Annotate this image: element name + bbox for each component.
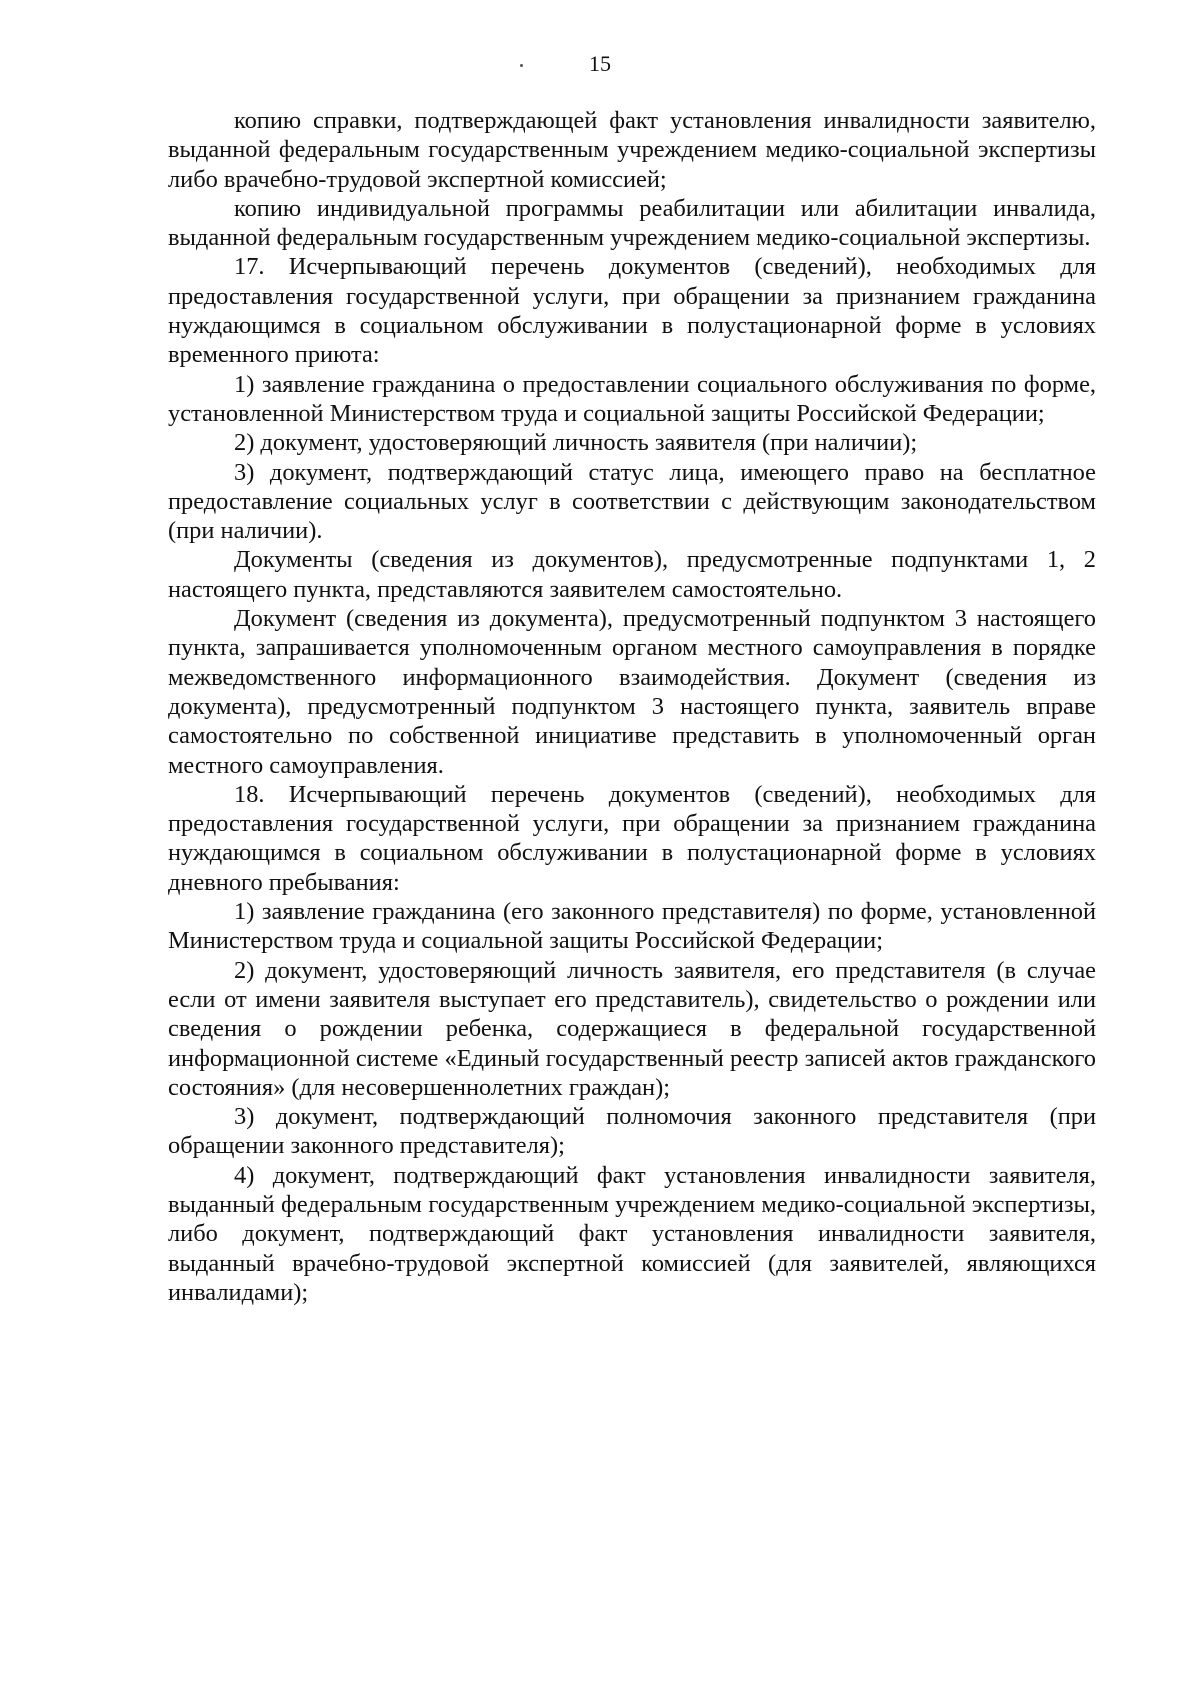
paragraph-17-subitem-1: 1) заявление гражданина о предоставлении социального обслуживания по форме, установленной Министерством труда и социальной защиты Российской Федерации; xyxy=(168,370,1096,427)
paragraph-17-document-requested: Документ (сведения из документа), предусмотренный подпунктом 3 настоящего пункта, запрашивается уполномоченным органом местного самоуправления в порядке межведомственного информационного взаимодействия. Документ (сведения из документа), предусмотренный подпунктом 3 настоящего пункта, заявитель вправе самостоятельно по собственной инициативе представить в уполномоченный орган местного самоуправления. xyxy=(168,605,1096,779)
paragraph-18-subitem-2: 2) документ, удостоверяющий личность заявителя, его представителя (в случае если от имени заявителя выступает его представитель), свидетельство о рождении или сведения о рождении ребенка, содержащиеся в федеральной государственной информационной системе «Единый государственный реестр записей актов гражданского состояния» (для несовершеннолетних граждан); xyxy=(168,956,1096,1101)
paragraph-18-subitem-4: 4) документ, подтверждающий факт установления инвалидности заявителя, выданный федеральным государственным учреждением медико-социальной экспертизы, либо документ, подтверждающий факт установления инвалидности заявителя, выданный врачебно-трудовой экспертной комиссией (для заявителей, являющихся инвалидами); xyxy=(168,1161,1096,1306)
paragraph-17-subitem-3: 3) документ, подтверждающий статус лица, имеющего право на бесплатное предоставление социальных услуг в соответствии с действующим законодательством (при наличии). xyxy=(168,458,1096,545)
paragraph-item-17: 17. Исчерпывающий перечень документов (сведений), необходимых для предоставления государственной услуги, при обращении за признанием гражданина нуждающимся в социальном обслуживании в полустационарной форме в условиях временного приюта: xyxy=(168,253,1096,369)
paragraph-18-subitem-1: 1) заявление гражданина (его законного представителя) по форме, установленной Министерством труда и социальной защиты Российской Федерации; xyxy=(168,898,1096,955)
paragraph-rehabilitation-program: копию индивидуальной программы реабилитации или абилитации инвалида, выданной федеральным государственным учреждением медико-социальной экспертизы. xyxy=(168,194,1096,252)
paragraph-item-18: 18. Исчерпывающий перечень документов (сведений), необходимых для предоставления государственной услуги, при обращении за признанием гражданина нуждающимся в социальном обслуживании в полустационарной форме в условиях дневного пребывания: xyxy=(168,780,1096,896)
page-number: 15 xyxy=(589,51,611,76)
paragraph-17-documents-self: Документы (сведения из документов), предусмотренные подпунктами 1, 2 настоящего пункта, представляются заявителем самостоятельно. xyxy=(168,546,1096,603)
paragraph-18-subitem-3: 3) документ, подтверждающий полномочия законного представителя (при обращении законного представителя); xyxy=(168,1103,1096,1160)
paragraph-17-subitem-2: 2) документ, удостоверяющий личность заявителя (при наличии); xyxy=(234,429,918,457)
document-body xyxy=(168,106,1096,1307)
paragraph-disability-certificate: копию справки, подтверждающей факт установления инвалидности заявителю, выданной федеральным государственным учреждением медико-социальной экспертизы либо врачебно-трудовой экспертной комиссией; xyxy=(168,107,1096,193)
